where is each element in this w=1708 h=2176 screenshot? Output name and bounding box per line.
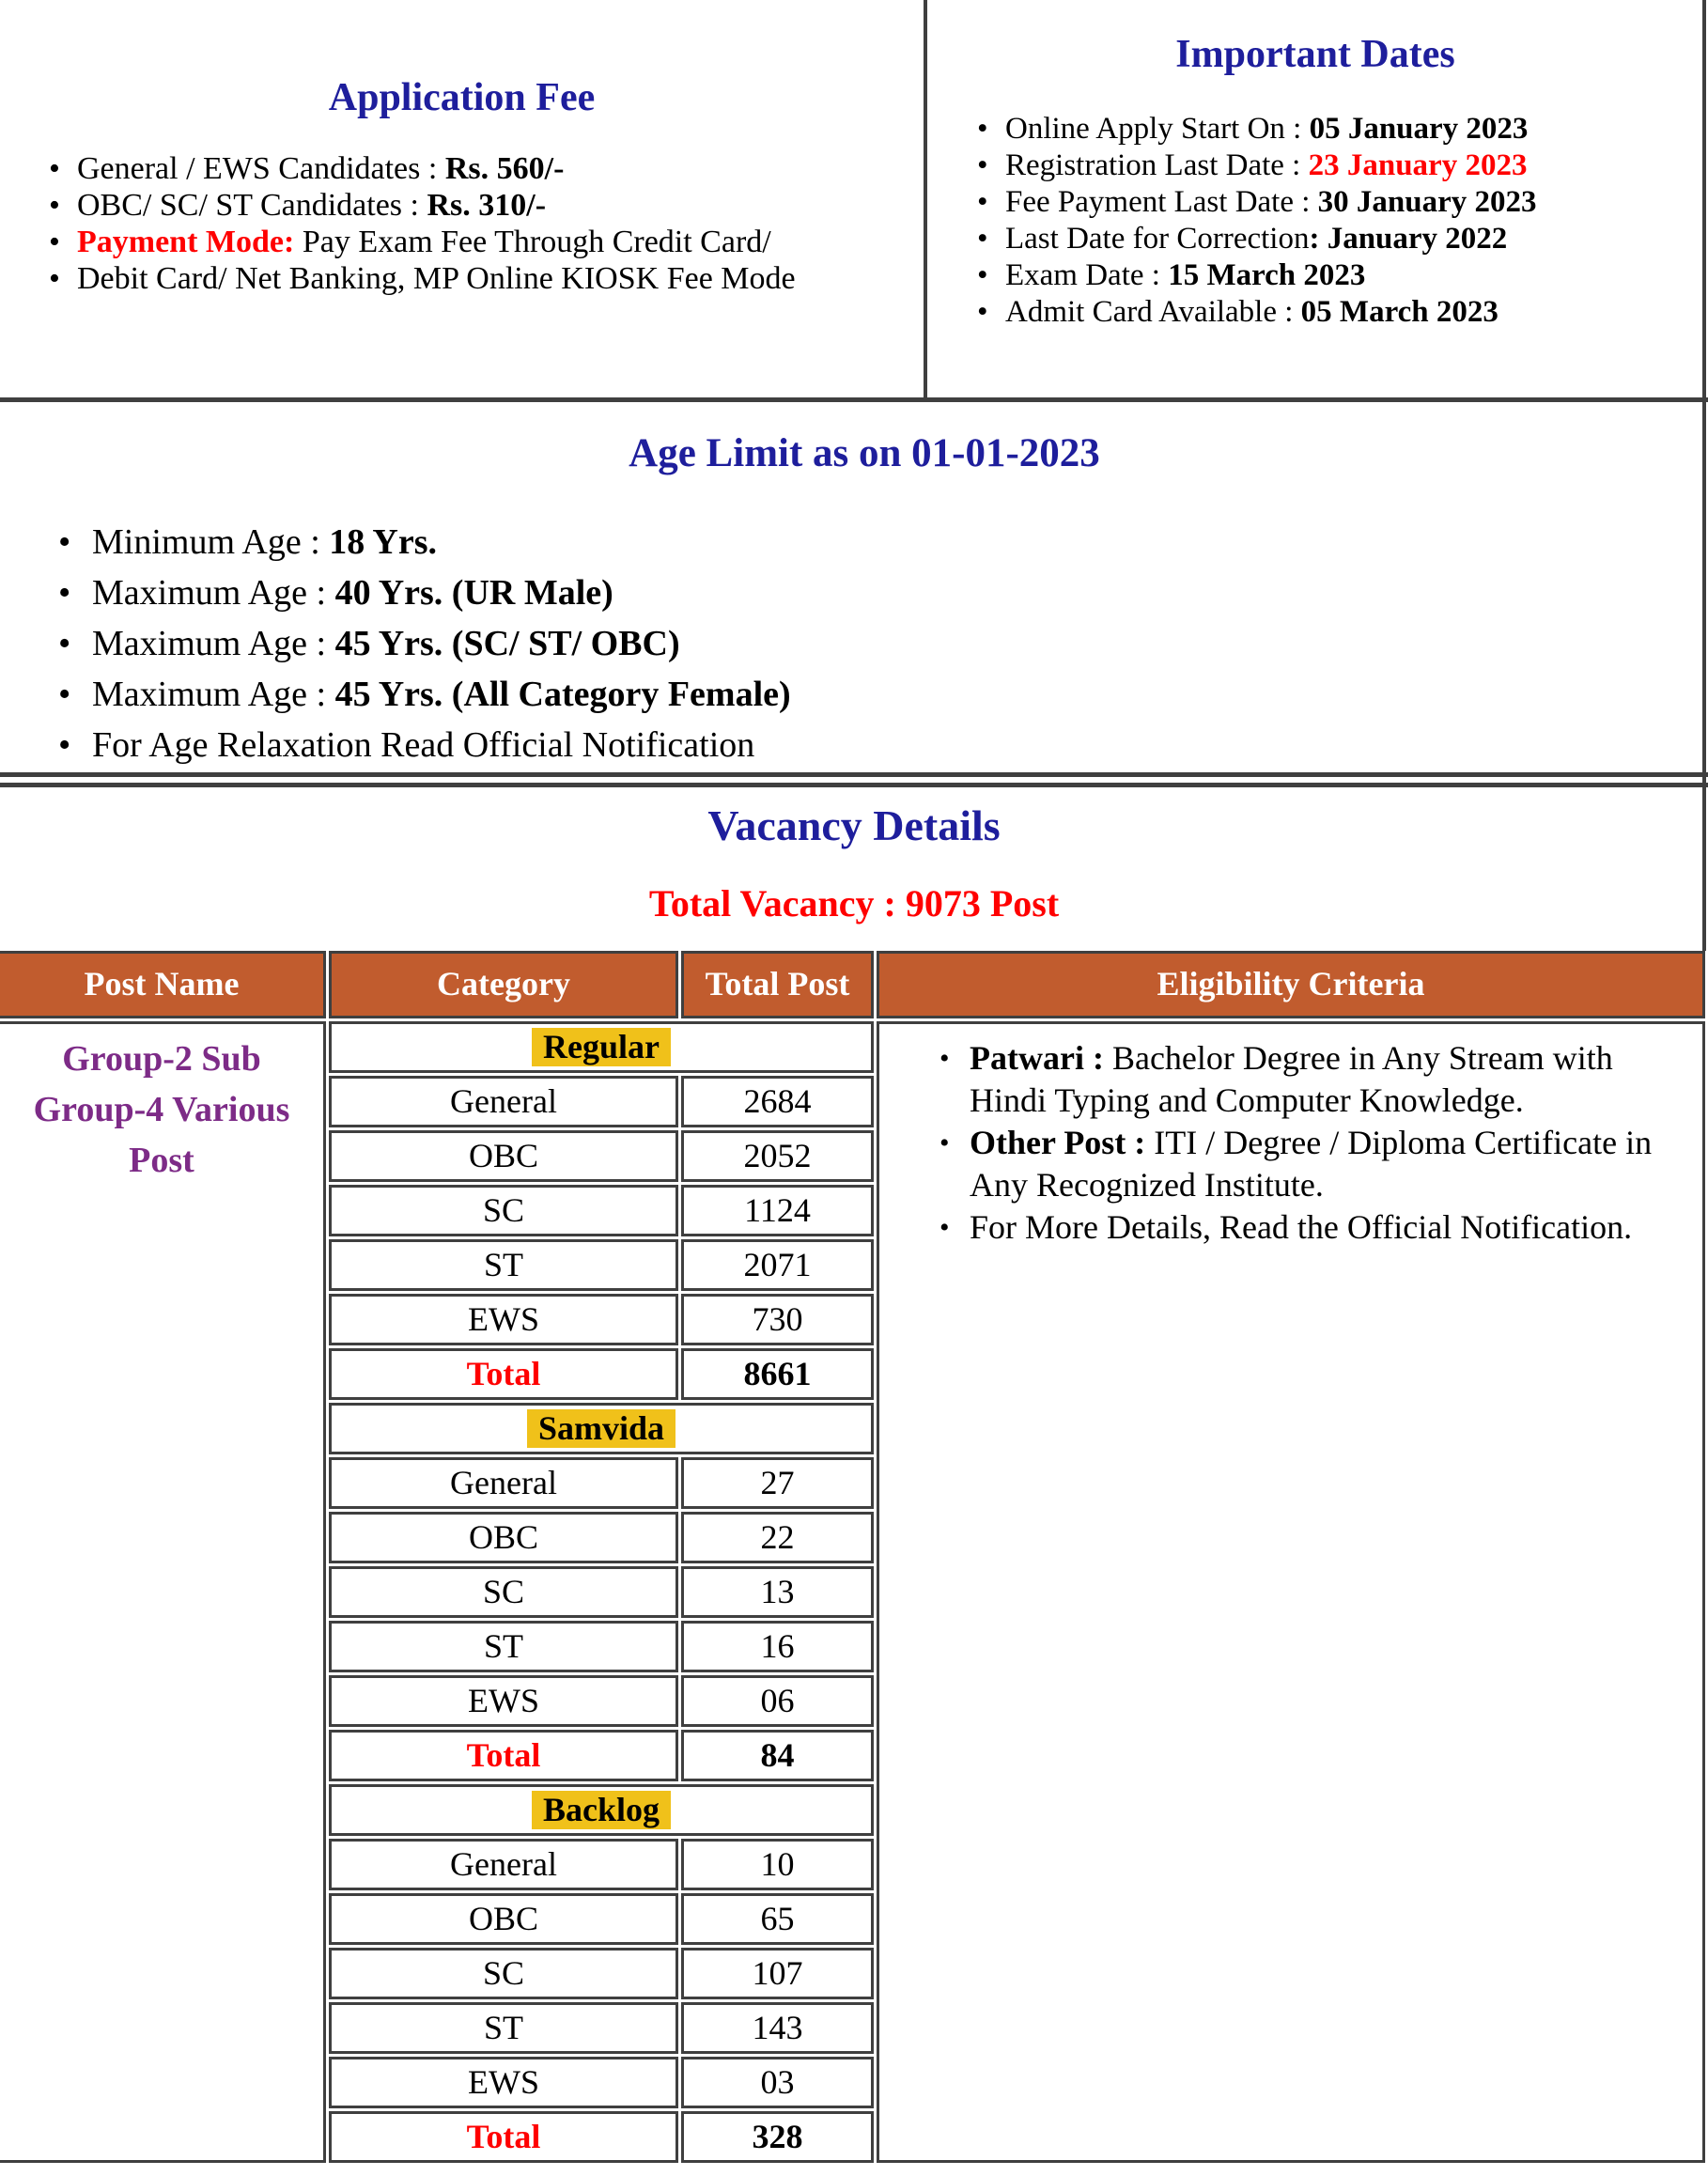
section-label-cell [329, 1403, 874, 1454]
header-total-post: Total Post [681, 951, 874, 1018]
total-post-cell: 13 [681, 1566, 874, 1618]
application-fee-list [49, 150, 796, 297]
text-segment: Hindi Typing and Computer Knowledge. [970, 1081, 1524, 1119]
post-name-line: Group-4 Various [33, 1090, 290, 1129]
divider-below-top-section [0, 397, 1708, 402]
section-label: Regular [532, 1028, 671, 1067]
category-cell: EWS [329, 2057, 678, 2108]
text-segment: Exam Date : [1005, 258, 1169, 292]
text-segment: Rs. 310/- [427, 188, 547, 223]
text-segment: ITI / Degree / Diploma Certificate in [1154, 1124, 1653, 1161]
bullet-item [49, 187, 796, 224]
eligibility-cell [877, 1021, 1705, 2163]
total-post-cell: 143 [681, 2002, 874, 2054]
header-eligibility: Eligibility Criteria [877, 951, 1705, 1018]
total-label-cell: Total [329, 1348, 678, 1400]
text-segment: Maximum Age : [92, 675, 335, 714]
text-segment: 45 Yrs. (SC/ ST/ OBC) [334, 624, 680, 663]
text-segment: Registration Last Date : [1005, 148, 1309, 182]
text-segment: 23 January 2023 [1308, 148, 1528, 182]
text-segment: 05 March 2023 [1300, 295, 1498, 329]
section-label-cell [329, 1021, 874, 1073]
text-segment: For Age Relaxation Read Official Notification [92, 725, 755, 765]
total-label-cell: Total [329, 2111, 678, 2163]
category-cell: SC [329, 1566, 678, 1618]
header-category: Category [329, 951, 678, 1018]
text-segment: Maximum Age : [92, 624, 335, 663]
table-header-row [0, 951, 1705, 1018]
category-cell: SC [329, 1185, 678, 1236]
bullet-item [58, 618, 791, 669]
bullet-item [977, 257, 1537, 294]
category-cell: ST [329, 1239, 678, 1291]
category-cell: General [329, 1076, 678, 1127]
bullet-item [49, 260, 796, 297]
category-cell: EWS [329, 1675, 678, 1727]
text-segment: OBC/ SC/ ST Candidates : [77, 188, 427, 223]
text-segment: 18 Yrs. [329, 522, 437, 562]
total-post-cell: 2684 [681, 1076, 874, 1127]
section-label: Samvida [527, 1409, 675, 1449]
divider-below-age-section [0, 772, 1708, 787]
eligibility-item [926, 1122, 1693, 1206]
text-segment: 05 January 2023 [1309, 112, 1529, 146]
eligibility-item [926, 1037, 1693, 1122]
total-post-cell: 10 [681, 1839, 874, 1890]
total-post-cell: 16 [681, 1621, 874, 1672]
age-limit-list [58, 517, 791, 770]
bullet-item [977, 184, 1537, 221]
text-segment: Bachelor Degree in Any Stream with [1111, 1039, 1613, 1077]
category-cell: General [329, 1457, 678, 1509]
post-name-line: Group-2 Sub [62, 1039, 261, 1079]
text-segment: Any Recognized Institute. [970, 1166, 1324, 1204]
total-label-cell: Total [329, 1730, 678, 1781]
text-segment: Online Apply Start On : [1005, 112, 1310, 146]
text-segment: For More Details, Read the Official Notification. [970, 1208, 1633, 1246]
post-name-line: Post [129, 1141, 194, 1180]
section-label: Backlog [532, 1791, 671, 1830]
application-fee-title: Application Fee [328, 76, 596, 119]
section-header-row [0, 1021, 1705, 1073]
vacancy-table-wrap [0, 948, 1708, 2166]
eligibility-item [926, 1206, 1693, 1249]
total-value-cell: 8661 [681, 1348, 874, 1400]
text-segment: General / EWS Candidates : [77, 151, 445, 186]
text-segment: Debit Card/ Net Banking, MP Online KIOSK Fee Mode [77, 261, 796, 296]
total-post-cell: 27 [681, 1457, 874, 1509]
bullet-item [977, 148, 1537, 184]
total-post-cell: 65 [681, 1893, 874, 1945]
section-label-cell [329, 1784, 874, 1836]
vacancy-table [0, 948, 1708, 2166]
header-post-name: Post Name [0, 951, 326, 1018]
text-segment: Minimum Age : [92, 522, 330, 562]
eligibility-list [926, 1037, 1693, 1249]
bullet-item [58, 720, 791, 770]
text-segment: 40 Yrs. (UR Male) [334, 573, 613, 613]
text-segment: Patwari : [970, 1039, 1112, 1077]
text-segment: 30 January 2023 [1317, 185, 1537, 219]
total-vacancy-line: Total Vacancy : 9073 Post [648, 882, 1060, 925]
category-cell: SC [329, 1948, 678, 1999]
category-cell: EWS [329, 1294, 678, 1345]
total-post-cell: 2071 [681, 1239, 874, 1291]
bullet-item [977, 294, 1537, 331]
important-dates-list [977, 111, 1537, 331]
category-cell: General [329, 1839, 678, 1890]
text-segment: Maximum Age : [92, 573, 335, 613]
total-post-cell: 107 [681, 1948, 874, 1999]
bullet-item [977, 221, 1537, 257]
total-post-cell: 22 [681, 1512, 874, 1563]
text-segment: Other Post : [970, 1124, 1155, 1161]
post-name-cell [0, 1021, 326, 2163]
age-limit-title: Age Limit as on 01-01-2023 [629, 431, 1100, 475]
bullet-item [49, 150, 796, 187]
total-value-cell: 84 [681, 1730, 874, 1781]
text-segment: 45 Yrs. (All Category Female) [334, 675, 791, 714]
total-value-cell: 328 [681, 2111, 874, 2163]
text-segment: Payment Mode: [77, 225, 295, 259]
text-segment: 15 March 2023 [1168, 258, 1366, 292]
text-segment: Rs. 560/- [444, 151, 565, 186]
total-post-cell: 1124 [681, 1185, 874, 1236]
bullet-item [977, 111, 1537, 148]
bullet-item [58, 567, 791, 618]
category-cell: ST [329, 2002, 678, 2054]
category-cell: OBC [329, 1893, 678, 1945]
category-cell: OBC [329, 1512, 678, 1563]
text-segment: Admit Card Available : [1005, 295, 1301, 329]
important-dates-title: Important Dates [1175, 33, 1455, 76]
bullet-item [49, 224, 796, 260]
text-segment: Fee Payment Last Date : [1005, 185, 1318, 219]
text-segment: Last Date for Correction [1005, 222, 1310, 256]
total-post-cell: 730 [681, 1294, 874, 1345]
total-post-cell: 03 [681, 2057, 874, 2108]
vacancy-details-title: Vacancy Details [707, 801, 1001, 849]
total-post-cell: 06 [681, 1675, 874, 1727]
category-cell: ST [329, 1621, 678, 1672]
text-segment: Pay Exam Fee Through Credit Card/ [294, 225, 771, 259]
text-segment: : January 2022 [1309, 222, 1508, 256]
bullet-item [58, 669, 791, 720]
category-cell: OBC [329, 1130, 678, 1182]
total-post-cell: 2052 [681, 1130, 874, 1182]
bullet-item [58, 517, 791, 567]
